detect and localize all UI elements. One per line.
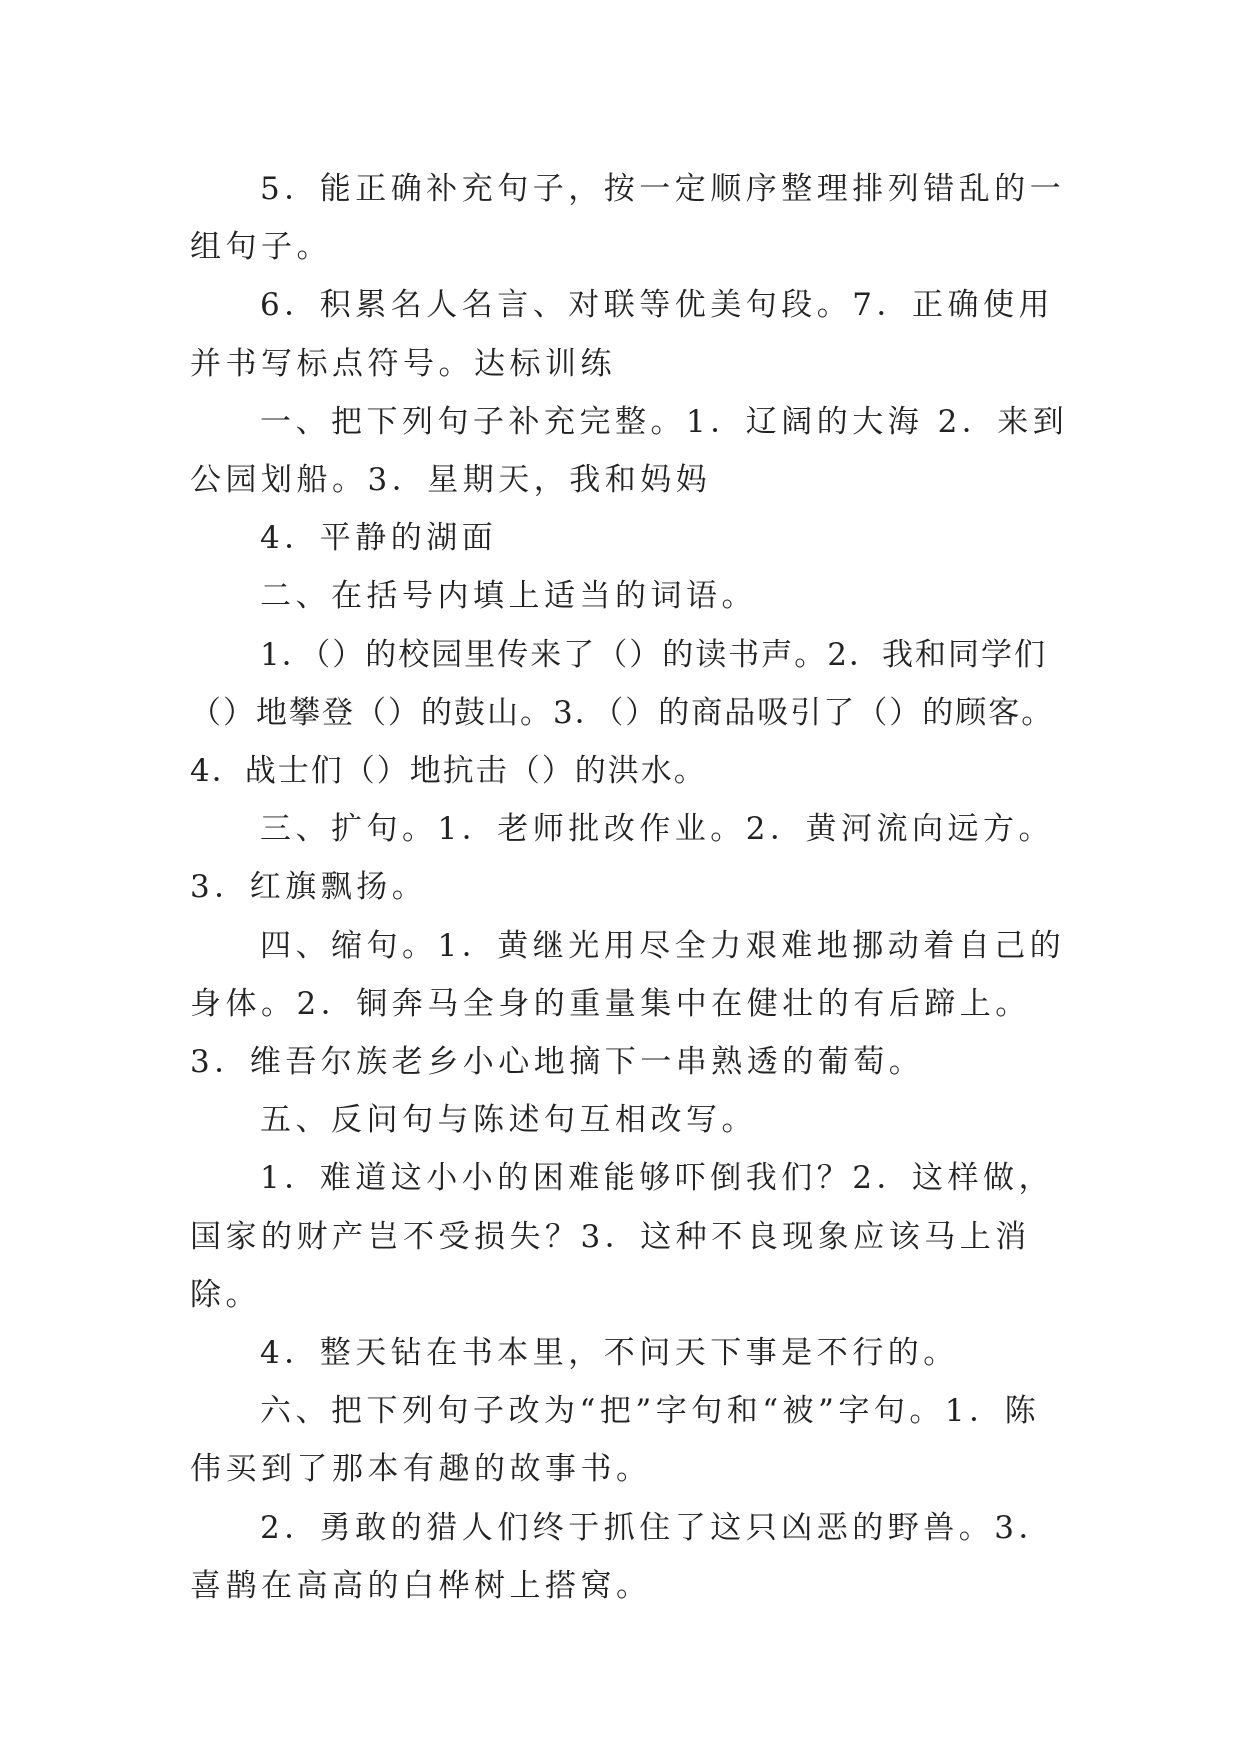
paragraph-exercise-6: 六、把下列句子改为“把”字句和“被”字句。1．陈伟买到了那本有趣的故事书。 [190, 1393, 1041, 1488]
paragraph-goal-6-7: 6．积累名人名言、对联等优美句段。7．正确使用并书写标点符号。达标训练 [190, 287, 1054, 382]
paragraph-exercise-3: 三、扩句。1．老师批改作业。2．黄河流向远方。3．红旗飘扬。 [190, 811, 1054, 906]
paragraph-exercise-5-items: 1．难道这小小的困难能够吓倒我们？2．这样做，国家的财产岂不受损失？3．这种不良现象应该马上消除。 [190, 1160, 1054, 1313]
document-body [190, 160, 1070, 1615]
paragraph-exercise-6-items: 2．勇敢的猎人们终于抓住了这只凶恶的野兽。3．喜鹊在高高的白桦树上搭窝。 [190, 1509, 1054, 1604]
paragraph-exercise-5-item-4: 4．整天钻在书本里，不问天下事是不行的。 [260, 1335, 959, 1372]
paragraph-exercise-1-item-4: 4．平静的湖面 [260, 520, 498, 557]
paragraph-exercise-4: 四、缩句。1．黄继光用尽全力艰难地挪动着自己的身体。2．铜奔马全身的重量集中在健壮的有后蹄上。3．维吾尔族老乡小心地摘下一串熟透的葡萄。 [190, 927, 1066, 1081]
paragraph-exercise-2-heading: 二、在括号内填上适当的词语。 [260, 578, 757, 615]
paragraph-exercise-2-items: 1．（）的校园里传来了（）的读书声。2．我和同学们（）地攀登（）的鼓山。3．（）的商品吸引了（）的顾客。4．战士们（）地抗击（）的洪水。 [190, 636, 1055, 790]
paragraph-goal-5: 5．能正确补充句子，按一定顺序整理排列错乱的一组句子。 [190, 171, 1066, 266]
paragraph-exercise-5-heading: 五、反问句与陈述句互相改写。 [260, 1102, 757, 1139]
paragraph-exercise-1: 一、把下列句子补充完整。1．辽阔的大海 2．来到公园划船。3．星期天，我和妈妈 [190, 403, 1069, 499]
